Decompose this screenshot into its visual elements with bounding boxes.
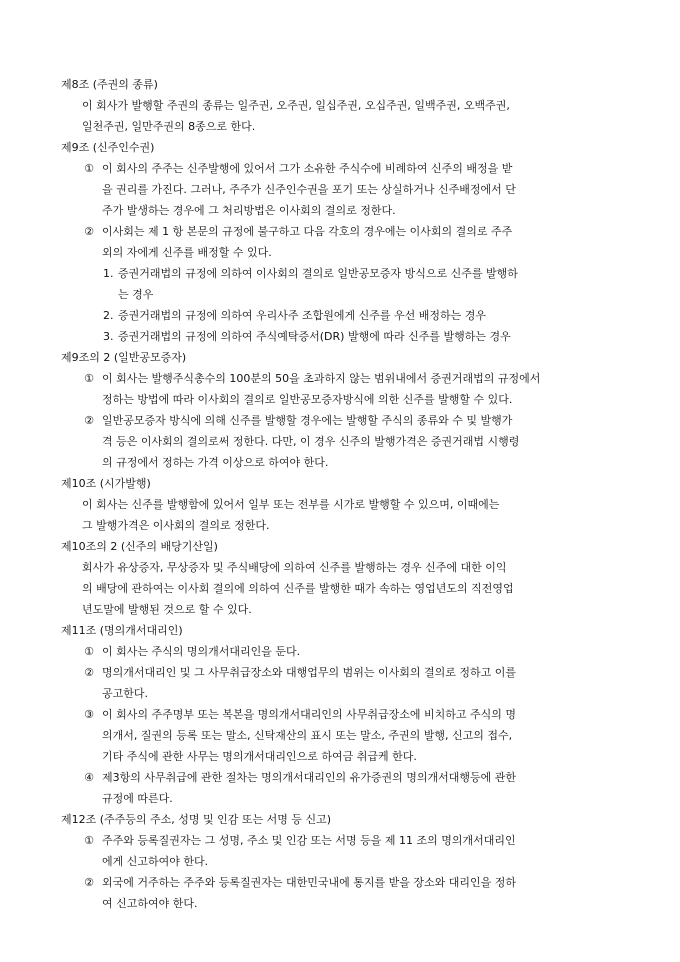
article-10-heading: 제10조 (시가발행) [61, 477, 151, 490]
article-12-paragraph-1-line-2: 에게 신고하여야 한다. [102, 855, 209, 868]
article-9-paragraph-1-line-3: 주가 발생하는 경우에 그 처리방법은 이사회의 결의로 정한다. [102, 204, 396, 217]
paragraph-text: 이 회사의 주주는 신주발행에 있어서 그가 소유한 주식수에 비례하여 신주의 배정을 받 [102, 162, 513, 175]
paragraph-text: 주주와 등록질권자는 그 성명, 주소 및 인감 또는 서명 등을 제 11 조의 명의개서대리인 [102, 834, 516, 847]
article-11-paragraph-2 [0, 662, 680, 683]
article-9-2-paragraph-1 [0, 368, 680, 389]
article-10-text-line-2: 그 발행가격은 이사회의 결의로 정한다. [82, 519, 270, 532]
article-10-2-text-line-2: 의 배당에 관하여는 이사회 결의에 의하여 신주를 발행한 때가 속하는 영업년도의 직전영업 [82, 582, 514, 595]
article-9-2-paragraph-2 [0, 410, 680, 431]
article-9-subitem-2 [0, 305, 680, 326]
paragraph-text: 명의개서대리인 및 그 사무취급장소와 대행업무의 범위는 이사회의 결의로 정하고 이를 [102, 666, 517, 679]
article-10-2-heading: 제10조의 2 (신주의 배당기산일) [61, 540, 218, 553]
article-10-2-text-line-3: 년도말에 발행된 것으로 할 수 있다. [82, 603, 252, 616]
article-9-subitem-3 [0, 326, 680, 347]
paragraph-marker: ② [84, 876, 94, 889]
article-9-2-heading: 제9조의 2 (일반공모증자) [61, 351, 187, 364]
article-9-heading: 제9조 (신주인수권) [61, 141, 155, 154]
article-9-paragraph-2-line-2: 외의 자에게 신주를 배정할 수 있다. [102, 246, 272, 259]
article-9-paragraph-1-line-2: 을 권리를 가진다. 그러나, 주주가 신주인수권을 포기 또는 상실하거나 신주배정에서 단 [102, 183, 516, 196]
article-10-text-line-1: 이 회사는 신주를 발행함에 있어서 일부 또는 전부를 시가로 발행할 수 있으며, 이때에는 [82, 498, 500, 511]
article-12-paragraph-2 [0, 872, 680, 893]
article-9-subitem-1 [0, 263, 680, 284]
paragraph-text: 외국에 거주하는 주주와 등록질권자는 대한민국내에 통지를 받을 장소와 대리인을 정하 [102, 876, 517, 889]
article-11-heading: 제11조 (명의개서대리인) [61, 624, 183, 637]
paragraph-text: 제3항의 사무취급에 관한 절차는 명의개서대리인의 유가증권의 명의개서대행등에 관한 [102, 771, 517, 784]
subitem-marker: 2. [103, 309, 114, 322]
article-9-subitem-1-line-2: 는 경우 [118, 288, 154, 301]
articles-of-incorporation-text [0, 74, 680, 914]
paragraph-marker: ① [84, 645, 94, 658]
paragraph-marker: ② [84, 666, 94, 679]
article-11-paragraph-4-line-2: 규정에 따른다. [102, 792, 173, 805]
article-11-paragraph-4 [0, 767, 680, 788]
article-12-paragraph-2-line-2: 여 신고하여야 한다. [102, 897, 198, 910]
paragraph-marker: ③ [84, 708, 94, 721]
subitem-marker: 1. [103, 267, 114, 280]
article-8-heading: 제8조 (주권의 종류) [61, 78, 158, 91]
paragraph-marker: ① [84, 834, 94, 847]
article-9-paragraph-2 [0, 221, 680, 242]
article-11-paragraph-3-line-2: 의개서, 질권의 등록 또는 말소, 신탁재산의 표시 또는 말소, 주권의 발행, 신고의 접수, [102, 729, 513, 742]
article-11-paragraph-1 [0, 641, 680, 662]
paragraph-text: 이 회사는 주식의 명의개서대리인을 둔다. [102, 645, 301, 658]
paragraph-text: 이사회는 제 1 항 본문의 규정에 불구하고 다음 각호의 경우에는 이사회의 결의로 주주 [102, 225, 513, 238]
article-8-text-line-2: 일천주권, 일만주권의 8종으로 한다. [82, 120, 256, 133]
paragraph-text: 이 회사는 발행주식총수의 100분의 50을 초과하지 않는 범위내에서 증권거래법의 규정에서 [102, 372, 541, 385]
subitem-text: 증권거래법의 규정에 의하여 우리사주 조합원에게 신주를 우선 배정하는 경우 [118, 309, 487, 322]
article-8-text-line-1: 이 회사가 발행할 주권의 종류는 일주권, 오주권, 일십주권, 오십주권, 일백주권, 오백주권, [82, 99, 510, 112]
article-11-paragraph-3-line-3: 기타 주식에 관한 사무는 명의개서대리인으로 하여금 취급케 한다. [102, 750, 417, 763]
article-9-2-paragraph-2-line-3: 의 규정에서 정하는 가격 이상으로 하여야 한다. [102, 456, 329, 469]
article-9-2-paragraph-1-line-2: 정하는 방법에 따라 이사회의 결의로 일반공모증자방식에 의한 신주를 발행할 수 있다. [102, 393, 513, 406]
article-11-paragraph-3 [0, 704, 680, 725]
paragraph-marker: ② [84, 225, 94, 238]
subitem-text: 증권거래법의 규정에 의하여 주식예탁증서(DR) 발행에 따라 신주를 발행하는 경우 [118, 330, 511, 343]
paragraph-marker: ④ [84, 771, 94, 784]
article-9-2-paragraph-2-line-2: 격 등은 이사회의 결의로써 정한다. 다만, 이 경우 신주의 발행가격은 증권거래법 시행령 [102, 435, 520, 448]
paragraph-marker: ② [84, 414, 94, 427]
article-12-paragraph-1 [0, 830, 680, 851]
paragraph-marker: ① [84, 372, 94, 385]
article-9-paragraph-1 [0, 158, 680, 179]
subitem-text: 증권거래법의 규정에 의하여 이사회의 결의로 일반공모증자 방식으로 신주를 발행하 [118, 267, 518, 280]
article-10-2-text-line-1: 회사가 유상증자, 무상증자 및 주식배당에 의하여 신주를 발행하는 경우 신주에 대한 이익 [82, 561, 507, 574]
paragraph-text: 일반공모증자 방식에 의해 신주를 발행할 경우에는 발행할 주식의 종류와 수 및 발행가 [102, 414, 513, 427]
subitem-marker: 3. [103, 330, 114, 343]
article-12-heading: 제12조 (주주등의 주소, 성명 및 인감 또는 서명 등 신고) [61, 813, 332, 826]
article-11-paragraph-2-line-2: 공고한다. [102, 687, 149, 700]
paragraph-marker: ① [84, 162, 94, 175]
paragraph-text: 이 회사의 주주명부 또는 복본을 명의개서대리인의 사무취급장소에 비치하고 주식의 명 [102, 708, 517, 721]
